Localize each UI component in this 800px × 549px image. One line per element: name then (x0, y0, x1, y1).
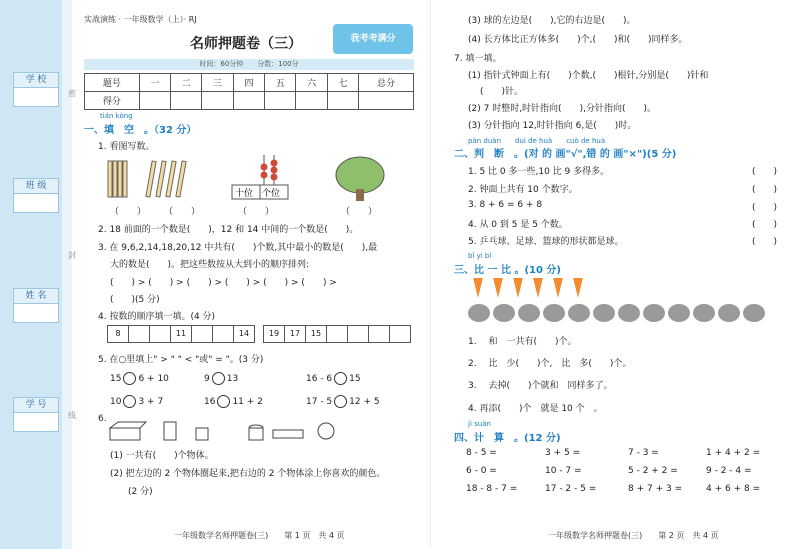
score-cell: 得分 (85, 92, 140, 110)
compare-circle[interactable] (123, 395, 136, 408)
score-cell: 五 (265, 74, 296, 92)
time-score-bar: 时间：60分钟 分数：100分 (84, 59, 414, 70)
seq-cell: 17 (284, 325, 306, 343)
score-input[interactable] (139, 92, 170, 110)
compare-item: 10 3 + 7 (110, 397, 164, 407)
judge-item: 2. 钟面上共有 10 个数字。 (468, 185, 578, 195)
answer-blank[interactable]: （ ） (341, 207, 378, 217)
question: 1. 看图写数。 (98, 142, 155, 152)
question: ( ) > ( ) > ( ) > ( ) > ( ) > ( ) > (110, 278, 337, 288)
section-pinyin: tián kòng (100, 112, 133, 120)
compare-circle[interactable] (217, 395, 230, 408)
question: (4) 长方体比正方体多( )个,( )和( )同样多。 (468, 35, 688, 45)
carrot-icon (550, 278, 566, 298)
tree-icon (336, 157, 384, 201)
carrot-icon (510, 278, 526, 298)
section-title: 三、比 一 比 。(10 分) (454, 265, 561, 276)
judge-blank[interactable]: ( ) (752, 167, 778, 177)
calc-item[interactable]: 8 + 7 + 3 = (628, 484, 683, 494)
class-field[interactable] (13, 193, 59, 213)
pumpkin-icon (568, 304, 590, 322)
section-title: 二、判 断 。(对 的 画"√",错 的 画"×")(5 分) (454, 149, 677, 160)
calc-item[interactable]: 10 - 7 = (545, 466, 582, 476)
score-table (84, 73, 414, 110)
name-label: 姓 名 (13, 288, 59, 303)
score-cell: 二 (171, 74, 202, 92)
abacus-label: 个位 (262, 189, 281, 199)
score-cell: 三 (202, 74, 233, 92)
score-input[interactable] (233, 92, 264, 110)
number-sequence (264, 325, 411, 341)
carrot-icon (490, 278, 506, 298)
judge-blank[interactable]: ( ) (752, 185, 778, 195)
abacus-label: 十位 (235, 189, 254, 199)
school-label: 学 校 (13, 72, 59, 87)
pumpkin-icon (468, 304, 490, 322)
score-input[interactable] (359, 92, 414, 110)
calc-item[interactable]: 7 - 3 = (628, 448, 659, 458)
question: 1. 和 一共有( )个。 (468, 337, 577, 347)
pumpkin-icon (543, 304, 565, 322)
cuboid-icon (110, 428, 140, 440)
compare-item: 9 13 (204, 374, 239, 384)
score-input[interactable] (327, 92, 358, 110)
seq-cell[interactable] (326, 325, 348, 343)
score-cell: 七 (327, 74, 358, 92)
solid-shapes (108, 418, 348, 444)
score-cell: 一 (139, 74, 170, 92)
calc-item[interactable]: 9 - 2 - 4 = (706, 466, 752, 476)
seq-cell[interactable] (191, 325, 213, 343)
section-title: 一、填 空 。（32 分） (84, 125, 197, 136)
judge-blank[interactable]: ( ) (752, 220, 778, 230)
judge-blank[interactable]: ( ) (752, 203, 778, 213)
judge-item: 5. 乒乓球、足球、篮球的形状都是球。 (468, 237, 624, 247)
sphere-icon (318, 423, 334, 439)
page-footer: 一年级数学名师押题卷(三) 第 1 页 共 4 页 (174, 531, 345, 540)
carrot-row (470, 278, 590, 302)
section-pinyin: jì suàn (468, 420, 491, 428)
compare-item: 16 - 6 15 (306, 374, 361, 384)
school-field[interactable] (13, 87, 59, 107)
calc-item[interactable]: 4 + 6 + 8 = (706, 484, 761, 494)
student-id-label: 学 号 (13, 397, 59, 412)
section-pinyin: pàn duàn duì de huà cuò de huà (468, 137, 606, 145)
question: (1) 指针式钟面上有( )个数,( )根针,分别是( )针和 (468, 71, 709, 81)
binding-sidebar (0, 0, 72, 549)
carrot-icon (470, 278, 486, 298)
score-input[interactable] (265, 92, 296, 110)
seq-cell[interactable] (347, 325, 369, 343)
question: 2. 18 前面的一个数是( )，12 和 14 中间的一个数是( )。 (98, 225, 359, 235)
section-title: 四、计 算 。(12 分) (454, 433, 561, 444)
number-sequence (108, 325, 255, 341)
question: 大的数是( )。把这些数按从大到小的顺序排列: (110, 260, 310, 270)
question: 2. 比 少( )个, 比 多( )个。 (468, 359, 632, 369)
seq-cell[interactable] (128, 325, 150, 343)
page-footer: 一年级数学名师押题卷(三) 第 2 页 共 4 页 (548, 531, 719, 540)
compare-circle[interactable] (212, 372, 225, 385)
stick-icon (146, 161, 156, 197)
calc-item[interactable]: 1 + 4 + 2 = (706, 448, 761, 458)
seq-cell: 19 (263, 325, 285, 343)
cuboid-icon (164, 422, 176, 440)
seq-cell: 8 (107, 325, 129, 343)
page-title: 名师押题卷（三） (190, 36, 302, 52)
compare-item: 16 11 + 2 (204, 397, 263, 407)
judge-item: 4. 从 0 到 5 是 5 个数。 (468, 220, 568, 230)
judge-blank[interactable]: ( ) (752, 237, 778, 247)
pumpkin-icon (718, 304, 740, 322)
answer-blank[interactable]: （ ） (110, 207, 147, 217)
compare-circle[interactable] (123, 372, 136, 385)
question: 5. 在○里填上" > " " < "或" = "。(3 分) (98, 355, 264, 365)
question: (2 分) (128, 487, 153, 497)
calc-item[interactable]: 3 + 5 = (545, 448, 581, 458)
cube-icon (196, 428, 208, 440)
question: 4. 按数的顺序填一填。(4 分) (98, 312, 216, 322)
pumpkin-icon (493, 304, 515, 322)
question: (1) 一共有( )个物体。 (110, 451, 214, 461)
binding-char: 封 (68, 251, 76, 260)
score-input[interactable] (202, 92, 233, 110)
pumpkin-icon (743, 304, 765, 322)
question: (2) 把左边的 2 个物体圈起来,把右边的 2 个物体涂上你喜欢的颜色。 (110, 469, 386, 479)
seq-cell: 15 (305, 325, 327, 343)
calc-item[interactable]: 18 - 8 - 7 = (466, 484, 518, 494)
seq-cell[interactable] (389, 325, 411, 343)
compare-item: 17 - 5 12 + 5 (306, 397, 380, 407)
seq-cell: 14 (233, 325, 255, 343)
seq-cell: 11 (170, 325, 192, 343)
pumpkin-icon (668, 304, 690, 322)
question: ( )针。 (480, 87, 524, 97)
q1-images (104, 155, 394, 203)
badge: 我考考满分 (333, 24, 413, 54)
calc-item[interactable]: 8 - 5 = (466, 448, 497, 458)
question: 3. 去掉( )个就和 同样多了。 (468, 381, 613, 391)
seq-cell[interactable] (212, 325, 234, 343)
pumpkin-icon (518, 304, 540, 322)
name-field[interactable] (13, 303, 59, 323)
answer-blank[interactable]: （ ） (164, 207, 201, 217)
calc-item[interactable]: 6 - 0 = (466, 466, 497, 476)
score-cell: 六 (296, 74, 327, 92)
stick-bundle-icon (108, 161, 112, 197)
calc-item[interactable]: 5 - 2 + 2 = (628, 466, 678, 476)
score-input[interactable] (296, 92, 327, 110)
seq-cell[interactable] (368, 325, 390, 343)
pumpkin-row (468, 304, 768, 326)
class-label: 班 级 (13, 178, 59, 193)
judge-item: 1. 5 比 0 多一些,10 比 9 多得多。 (468, 167, 610, 177)
question: 3. 在 9,6,2,14,18,20,12 中共有( )个数,其中最小的数是( ),最 (98, 243, 378, 253)
seq-cell[interactable] (149, 325, 171, 343)
pumpkin-icon (618, 304, 640, 322)
carrot-icon (570, 278, 586, 298)
student-id-field[interactable] (13, 412, 59, 432)
pumpkin-icon (693, 304, 715, 322)
pumpkin-icon (643, 304, 665, 322)
judge-item: 3. 8 + 6 = 6 + 8 (468, 200, 543, 210)
compare-circle[interactable] (334, 372, 347, 385)
question: (2) 7 时整时,时针指向( ),分针指向( )。 (468, 104, 656, 114)
carrot-icon (530, 278, 546, 298)
pumpkin-icon (593, 304, 615, 322)
series-header: 实战演练 · 一年级数学（上）· RJ (84, 15, 197, 24)
cuboid-icon (273, 430, 303, 438)
question: (3) 球的左边是( ),它的右边是( )。 (468, 16, 636, 26)
compare-circle[interactable] (334, 395, 347, 408)
score-input[interactable] (171, 92, 202, 110)
score-cell: 总分 (359, 74, 414, 92)
score-cell: 四 (233, 74, 264, 92)
question: 7. 填一填。 (454, 54, 502, 64)
section-pinyin: bǐ yi bǐ (468, 252, 492, 260)
compare-item: 15 6 + 10 (110, 374, 169, 384)
question: 4. 再添( )个 就是 10 个 。 (468, 404, 603, 414)
score-cell: 题号 (85, 74, 140, 92)
binding-char: 密 (68, 89, 76, 98)
calc-item[interactable]: 17 - 2 - 5 = (545, 484, 597, 494)
question: (3) 分针指向 12,时针指向 6,是( )时。 (468, 121, 637, 131)
question: 6. (98, 414, 107, 424)
answer-blank[interactable]: （ ） (238, 207, 275, 217)
question: ( )(5 分) (110, 295, 160, 305)
binding-char: 线 (68, 411, 76, 420)
